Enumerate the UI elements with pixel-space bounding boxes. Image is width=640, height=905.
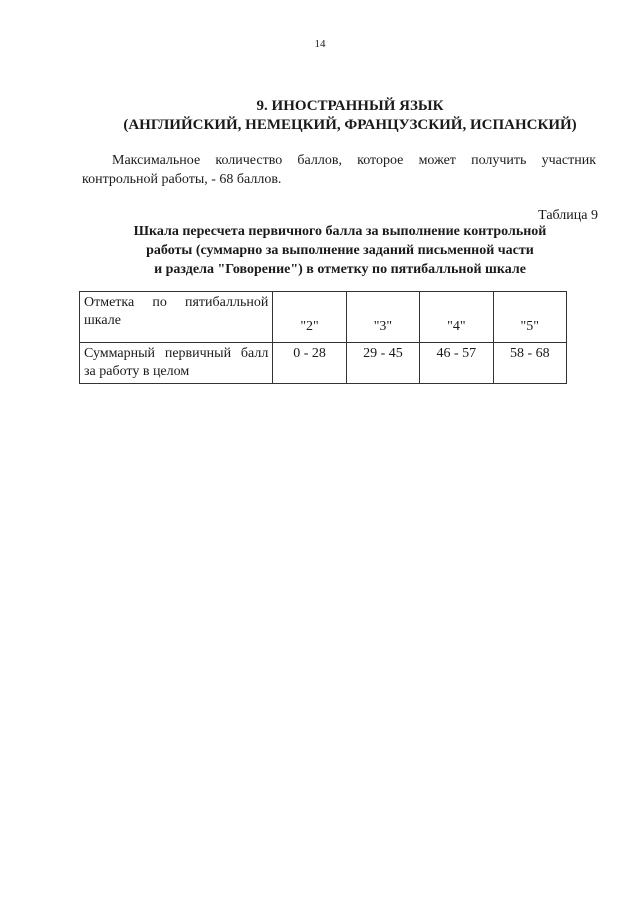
page-number: 14 (314, 38, 326, 50)
table-row-grade (80, 292, 567, 343)
grade-cell-3: "3" (346, 292, 419, 343)
table-caption-line-3: и раздела "Говорение") в отметку по пятибалльной шкале (154, 262, 526, 277)
score-range-cell-5: 58 - 68 (493, 343, 566, 384)
grade-cell-5: "5" (493, 292, 566, 343)
section-title-line-1: 9. ИНОСТРАННЫЙ ЯЗЫК (256, 98, 444, 114)
grade-cell-2: "2" (273, 292, 346, 343)
section-title-line-2: (АНГЛИЙСКИЙ, НЕМЕЦКИЙ, ФРАНЦУЗСКИЙ, ИСПАНСКИЙ) (123, 117, 577, 133)
section-title (60, 97, 640, 135)
row-header-score-line-2: за работу в целом (84, 364, 190, 379)
max-score-paragraph: Максимальное количество баллов, которое может получить участник контрольной работы, - 68 баллов. (82, 153, 596, 187)
row-header-grade-line-1: Отметка по пятибалльной (84, 295, 269, 310)
row-header-grade-line-2: шкале (84, 313, 121, 328)
table-caption-line-1: Шкала пересчета первичного балла за выполнение контрольной (133, 224, 547, 239)
score-range-cell-4: 46 - 57 (420, 343, 493, 384)
score-range-cell-2: 0 - 28 (273, 343, 346, 384)
row-header-grade (80, 292, 273, 343)
table-caption (100, 222, 580, 279)
grade-cell-4: "4" (420, 292, 493, 343)
table-caption-line-2: работы (суммарно за выполнение заданий письменной части (146, 243, 534, 258)
score-range-cell-3: 29 - 45 (346, 343, 419, 384)
table-row-score (80, 343, 567, 384)
score-conversion-table (79, 291, 567, 384)
row-header-score (80, 343, 273, 384)
row-header-score-line-1: Суммарный первичный балл (84, 346, 269, 361)
table-label: Таблица 9 (538, 208, 598, 223)
